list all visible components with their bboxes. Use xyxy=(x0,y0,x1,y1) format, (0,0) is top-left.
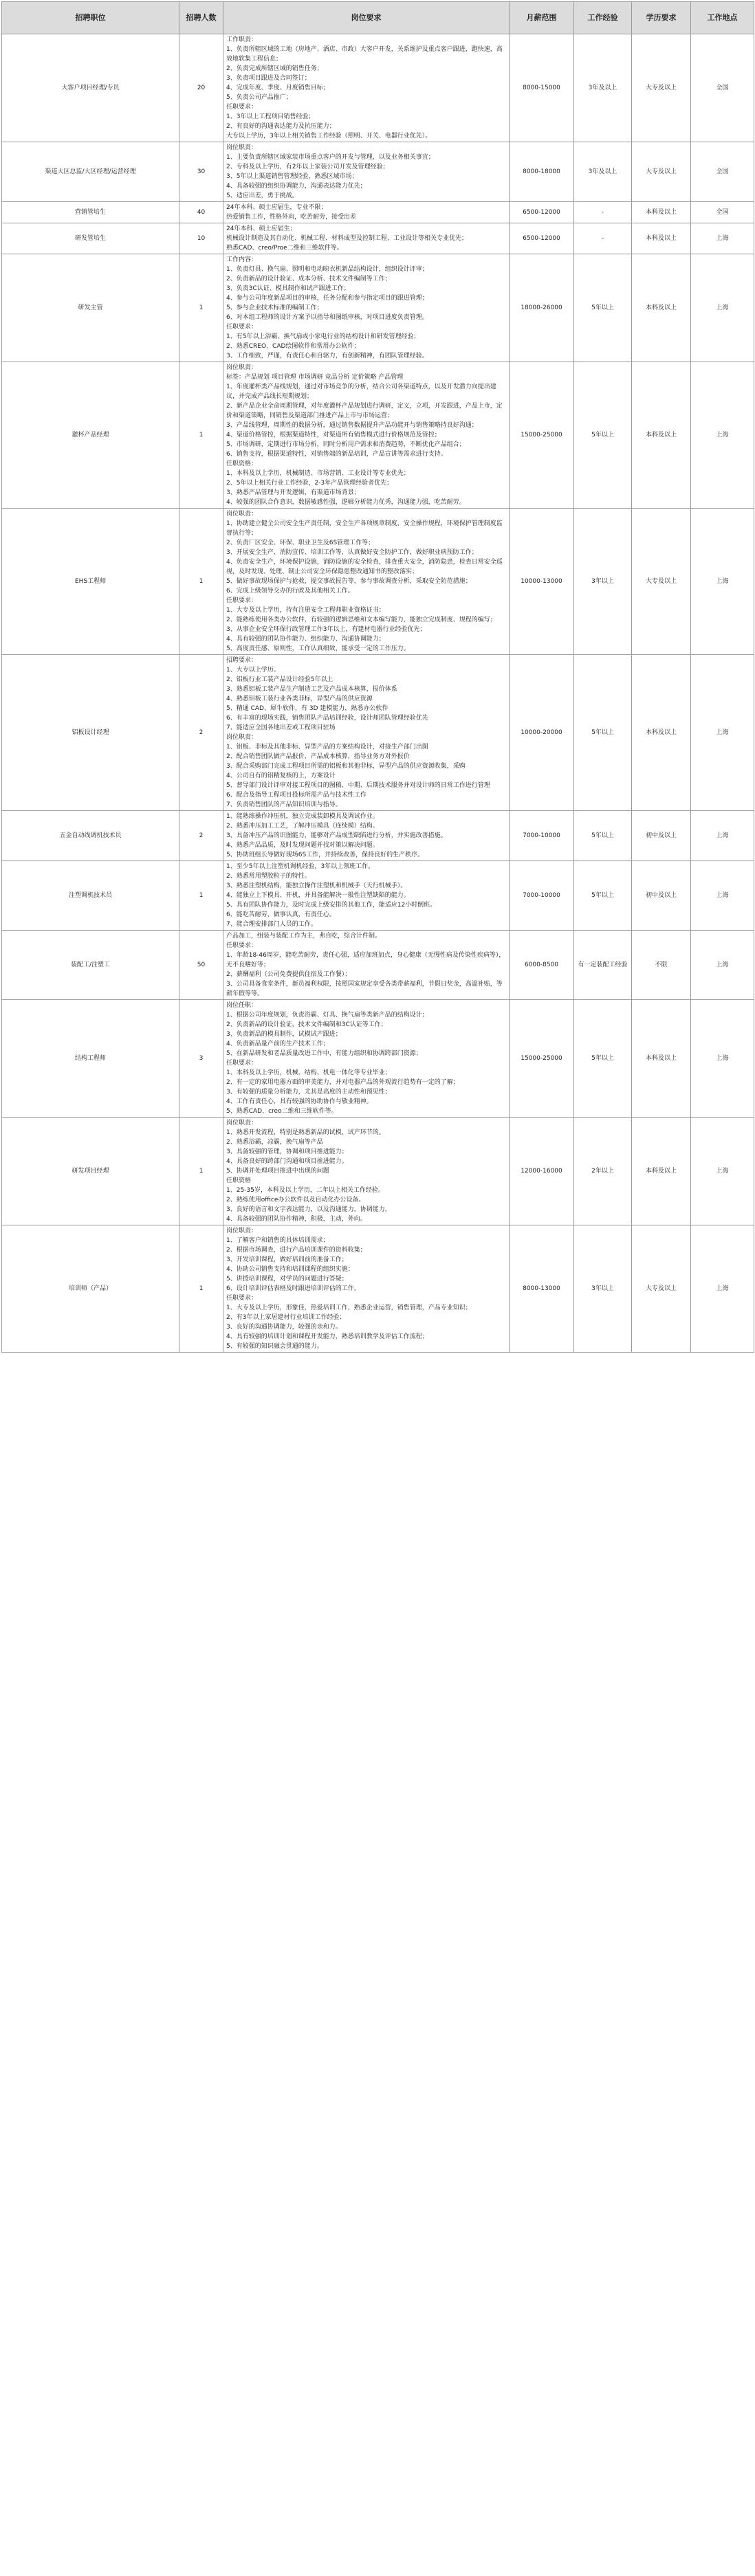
col-header-salary: 月薪范围 xyxy=(510,2,574,34)
table-row xyxy=(2,34,754,142)
job-title-cell: 五金自动线调机技术员 xyxy=(2,811,179,861)
experience-cell: - xyxy=(574,223,632,254)
experience-cell: 5年以上 xyxy=(574,254,632,362)
requirements-cell: 产品加工，组装与装配工作为主，弗自吃，综合计件制。 任职要求： 1、年龄18-46周岁，能吃苦耐劳，责任心强，适应加班加点，身心健康（无慢性病及传染性疾病等），无不良嗜好等； 2、薪酬福利（公司免费提供住宿及工作餐）； 3、公司具备食堂条件，新员福利权限，按照国家规定享受各类带薪福利，节假日奖金，高温补贴，等薪年假等等。 xyxy=(223,931,510,1000)
education-cell: 初中及以上 xyxy=(632,861,691,931)
salary-cell: 18000-26000 xyxy=(510,254,574,362)
education-cell: 不限 xyxy=(632,931,691,1000)
education-cell: 本科及以上 xyxy=(632,1118,691,1225)
salary-cell: 6500-12000 xyxy=(510,223,574,254)
salary-cell: 12000-16000 xyxy=(510,1118,574,1225)
job-title-cell: 结构工程师 xyxy=(2,1000,179,1118)
location-cell: 上海 xyxy=(691,655,754,811)
salary-cell: 6000-8500 xyxy=(510,931,574,1000)
location-cell: 上海 xyxy=(691,1000,754,1118)
col-header-location: 工作地点 xyxy=(691,2,754,34)
table-row xyxy=(2,142,754,202)
requirements-cell: 1、能熟练操作冲压机，独立完成装卸模具及调试作业。 2、熟悉冲压加工工艺，了解冲压模具（连续模）结构。 3、具备冲压产品的识图能力，能够对产品成型缺陷进行分析，并实施改善措施。 4、熟悉产品品质，及时发现问题并找对策以解决问题。 5、协助班组长导做好现场6S工作，并持续改善，保持良好的生产秩序。 xyxy=(223,811,510,861)
headcount-cell: 2 xyxy=(179,811,223,861)
salary-cell: 8000-13000 xyxy=(510,1225,574,1353)
table-row xyxy=(2,655,754,811)
headcount-cell: 1 xyxy=(179,861,223,931)
education-cell: 大专及以上 xyxy=(632,34,691,142)
job-title-cell: 装配工/注塑工 xyxy=(2,931,179,1000)
headcount-cell: 1 xyxy=(179,254,223,362)
headcount-cell: 50 xyxy=(179,931,223,1000)
experience-cell: 5年以上 xyxy=(574,861,632,931)
table-row xyxy=(2,1000,754,1118)
requirements-cell: 岗位职责： 1、熟悉开发流程，特别是熟悉新品的试模，试产环节的。 2、熟悉浴霸，凉霸，换气扇等产品 3、具备较强的管理，协调和项目推进能力； 4、具备良好的跨部门沟通和项目推进能力。 5、协调并处理项目推进中出现的问题 任职资格 1、25-35岁，本科及以上学历，二年以上相关工作经验。 2、熟练使用office办公软件以及自动化办公设备。 3、良好的语言和文字表达能力，以及沟通能力，协调能力， 4、具备较强的团队协作精神，积极，主动，外向。 xyxy=(223,1118,510,1225)
location-cell: 上海 xyxy=(691,509,754,655)
salary-cell: 6500-12000 xyxy=(510,202,574,223)
job-title-cell: 研发主管 xyxy=(2,254,179,362)
col-header-count: 招聘人数 xyxy=(179,2,223,34)
education-cell: 大专及以上 xyxy=(632,1225,691,1353)
experience-cell: 5年以上 xyxy=(574,811,632,861)
education-cell: 初中及以上 xyxy=(632,811,691,861)
salary-cell: 8000-15000 xyxy=(510,34,574,142)
requirements-cell: 岗位任职： 1、根据公司年度规划，负责浴霸、灯具、换气扇等类新产品的结构设计； 2、负责新品的设计验证，技术文件编制和3C认证等工作； 3、负责新品的模具制作，试模试产跟进； 4、负责新品量产前的生产技术工作； 5、在新品研发和老品质量改进工作中，有能力组织和协调跨部门资源； 任职要求： 1、本科及以上学历，机械、结构、机电一体化等专业毕业； 2、有一定的家用电器方面的审美能力，并对电器产品的外观流行趋势有一定的了解； 3、有较强的质量分析能力，尤其是高度的主动性和预见性； 4、工作有责任心，具有较强的协助协作与敬业精神。 5、熟悉CAD，creo二维和三维软件等。 xyxy=(223,1000,510,1118)
location-cell: 上海 xyxy=(691,931,754,1000)
headcount-cell: 2 xyxy=(179,655,223,811)
table-row xyxy=(2,931,754,1000)
education-cell: 本科及以上 xyxy=(632,223,691,254)
col-header-requirements: 岗位要求 xyxy=(223,2,510,34)
table-header-row xyxy=(2,2,754,34)
education-cell: 大专及以上 xyxy=(632,142,691,202)
col-header-experience: 工作经验 xyxy=(574,2,632,34)
job-title-cell: 渠道大区总监/大区经理/运营经理 xyxy=(2,142,179,202)
table-row xyxy=(2,811,754,861)
headcount-cell: 10 xyxy=(179,223,223,254)
job-title-cell: 研发项目经理 xyxy=(2,1118,179,1225)
salary-cell: 7000-10000 xyxy=(510,811,574,861)
location-cell: 上海 xyxy=(691,362,754,509)
table-row xyxy=(2,509,754,655)
table-row xyxy=(2,1225,754,1353)
education-cell: 本科及以上 xyxy=(632,202,691,223)
headcount-cell: 1 xyxy=(179,1118,223,1225)
job-title-cell: 铝板设计经理 xyxy=(2,655,179,811)
table-row xyxy=(2,1118,754,1225)
location-cell: 上海 xyxy=(691,811,754,861)
table-row xyxy=(2,254,754,362)
education-cell: 大专及以上 xyxy=(632,509,691,655)
col-header-education: 学历要求 xyxy=(632,2,691,34)
location-cell: 上海 xyxy=(691,254,754,362)
job-title-cell: 注塑调机技术员 xyxy=(2,861,179,931)
salary-cell: 7000-10000 xyxy=(510,861,574,931)
experience-cell: 2年以上 xyxy=(574,1118,632,1225)
requirements-cell: 岗位职责： 1、了解客户和销售的具体培训需求； 2、根据市场调查，进行产品培训课件的资料收集； 3、开发培训课程，做好培训前的准备工作； 4、协助公司销售支持和培训课程的组织实施； 5、讲授培训课程，对学员的问题进行答疑； 6、设计培训评估表格及时跟进培训评估的工作， 任职要求： 1、大专及以上学历，形象佳，热爱培训工作，熟悉企业运营，销售管理，产品专业知识； 2、有3年以上家居建材行业培训工作经验； 3、良好的沟通协调能力，较强的亲和力。 4、具有较强的培训计划和课程开发能力，熟悉培训教学及评估工作流程； 5、有较强的知识融会贯通的能力。 xyxy=(223,1225,510,1353)
table-row xyxy=(2,861,754,931)
requirements-cell: 工作职责： 1、负责所辖区域的工地（房地产、酒店、市政）大客户开发，关系维护及重点客户跟进，跑快速，高效地软集工程信息； 2、负责完成所辖区域的销售任务； 3、负责项目跟进及合同签订； 4、完成年度、季度、月度销售目标； 5、负责公司产品推广； 任职要求： 1、3年以上工程项目销售经验； 2、有良好的沟通表达能力及抗压能力； 大专以上学历，3年以上相关销售工作经验（照明、开关、电器行业优先）。 xyxy=(223,34,510,142)
experience-cell: 5年以上 xyxy=(574,362,632,509)
experience-cell: 5年以上 xyxy=(574,655,632,811)
headcount-cell: 1 xyxy=(179,1225,223,1353)
table-row xyxy=(2,223,754,254)
requirements-cell: 岗位职责： 1、主要负责所辖区域家装市场重点客户的开发与管理，以及业务相关事宜； 2、专科及以上学历，有2年以上家装公司开发及管理经验； 3、5年以上渠道销售管理经验，熟悉区域市场； 4、具备较强的组织协调能力，沟通表达能力优先； 5、适应出差，勇于挑战。 xyxy=(223,142,510,202)
job-title-cell: 培训师（产品） xyxy=(2,1225,179,1353)
location-cell: 上海 xyxy=(691,861,754,931)
requirements-cell: 岗位职责： 标签：产品规划 项目管理 市场调研 竞品分析 定价策略 产品管理 1、年度灌杯类产品线规划，通过对市场竞争的分析，结合公司各渠道特点，以及开发潜力向提出建议，并完成产品线长短期规划； 2、新产品企业全命周期管理，对年度灌杯产品规划进行调研，定义，立项，开发跟进，产品上市，定价和渠道策略，同销售及渠道部门推进产品上市与市场运营； 3、产品线管理，周期性的数据分析，通过销售数据提升产品功能开与销售策略持良好沟通； 4、渠道价格管控，根据渠道特性，对渠道所有销售模式进行价格规范及管控； 5、市场调研，定期进行市场分析，同时分析用户需求和消费趋势，不断优化产品组合； 6、销售支持，根据渠道特性，对销售端的新品培训，产品宣讲等需求进行支持。 任职资格： 1、本科及以上学历，机械制造、市场营销、工业设计等专业优先； 2、5年以上相关行业工作经验，2-3年产品管理经验者优先； 3、熟悉产品管理与开发逻辑，有渠道市场背景； 4、较强的团队合作意识，数据敏感性强，逻辑分析能力优秀，沟通能力强，吃苦耐劳。 xyxy=(223,362,510,509)
experience-cell: - xyxy=(574,202,632,223)
requirements-cell: 1、至少5年以上注塑机调机经验，3年以上领班工作。 2、熟悉常用塑胶粒子的特性。 3、熟悉注塑机结构，能独立操作注塑机和机械手（天行机械手）。 4、能独立上下模具、开机，并具备能解决一般性注塑缺陷的能力。 5、具有团队协作能力，及时完成上级安排的其他工作，能适应12小时倒班。 6、能吃苦耐劳，做事认真，有责任心。 7、能合理安排部门人员的工作。 xyxy=(223,861,510,931)
requirements-cell: 岗位职责： 1、协助建立健全公司安全生产责任制，安全生产各项规章制度，安全操作规程，环境保护管理制度监督执行等； 2、负责厂区安全、环保、职业卫生及6S管理工作等； 3、开展安全生产、消防宣传、培训工作等，认真做好安全防护工作，做好职业病预防工作； 4、负责安全生产，环境保护设施，消防设施的安全检查，排查重大安全，消防隐患，检查日常安全巡视，及时发现、处理、制止公司安全环保隐患整改通知书的整改落实； 5、做好事故现场保护与抢救，提交事故报告等，参与事故调查分析，采取安全防范措施； 6、完成上级领导交办的行政及其他相关工作。 任职要求： 1、大专及以上学历，持有注册安全工程师职业资格证书； 2、能熟练使用各类办公软件，有较强的逻辑思维和文本编写能力，能独立完成制度、规程的编写； 3、从事企业安全环保行政管理工作3年以上，有建材电器行业经验优先； 4、具有较强的团队协作能力、组织能力、沟通协调能力； 5、高度责任感、原则性，工作认真细致，能承受一定的工作压力。 xyxy=(223,509,510,655)
headcount-cell: 1 xyxy=(179,509,223,655)
requirements-cell: 工作内容： 1、负责灯具、换气扇、照明和电动晾衣机新品结构设计，组织设计评审； 2、负责新品的设计验证、成本分析、技术文件编制等工作； 3、负责3C认证、模具制作和试产跟进工作； 4、参与公司年度新品项目的审核，任务分配和参与指定项目的跟进管理； 5、参与企业技术标准的编制工作； 6、对本组工程师的设计方案予以指导和图纸审核，对项目进度负责管理。 任职要求： 1、有5年以上浴霸、换气扇或小家电行业的结构设计和研发管理经验； 2、熟悉CREO、CAD绘图软件和常用办公软件； 3、工作细致，严谨，有责任心和自驱力，有创新精神，有团队管理经验。 xyxy=(223,254,510,362)
education-cell: 本科及以上 xyxy=(632,254,691,362)
table-row xyxy=(2,362,754,509)
experience-cell: 5年以上 xyxy=(574,1000,632,1118)
requirements-cell: 24年本科、硕士应届生，专业不限； 热爱销售工作，性格外向，吃苦耐劳，接受出差 xyxy=(223,202,510,223)
job-title-cell: 灌杯产品经理 xyxy=(2,362,179,509)
location-cell: 全国 xyxy=(691,202,754,223)
headcount-cell: 30 xyxy=(179,142,223,202)
education-cell: 本科及以上 xyxy=(632,362,691,509)
headcount-cell: 3 xyxy=(179,1000,223,1118)
job-title-cell: 研发管培生 xyxy=(2,223,179,254)
job-title-cell: 大客户项目经理/专员 xyxy=(2,34,179,142)
col-header-title: 招聘职位 xyxy=(2,2,179,34)
salary-cell: 10000-13000 xyxy=(510,509,574,655)
education-cell: 本科及以上 xyxy=(632,655,691,811)
experience-cell: 3年以上 xyxy=(574,1225,632,1353)
salary-cell: 15000-25000 xyxy=(510,362,574,509)
salary-cell: 15000-25000 xyxy=(510,1000,574,1118)
experience-cell: 3年及以上 xyxy=(574,34,632,142)
experience-cell: 3年及以上 xyxy=(574,142,632,202)
education-cell: 本科及以上 xyxy=(632,1000,691,1118)
experience-cell: 3年以上 xyxy=(574,509,632,655)
job-title-cell: 营销管培生 xyxy=(2,202,179,223)
headcount-cell: 40 xyxy=(179,202,223,223)
headcount-cell: 20 xyxy=(179,34,223,142)
experience-cell: 有一定装配工经验 xyxy=(574,931,632,1000)
salary-cell: 8000-18000 xyxy=(510,142,574,202)
location-cell: 上海 xyxy=(691,1118,754,1225)
requirements-cell: 招聘要求： 1、大专以上学历。 2、铝板行业工装产品设计经验5年以上 3、熟悉铝板工装产品生产制造工艺及产品成本核算，报价体系 4、熟悉铝板工装行业各类非标，异型产品的供应资源 5、精通 CAD、犀牛软件，有 3D 建模能力，熟悉办公软件 6、有丰富的现场实践，销售团队产品培训经验，设计师团队管理经验优先 7、能适应全国各地出差或工程项目驻场 岗位职责： 1、铝板、非标及其他非标、异型产品的方案结构设计，对接生产部门出图 2、配合销售团队做产品报价，产品成本核算，指导业务方对外报价 3、配合采购部门完成工程项目所需的铝板和其他非标，异型产品的供应资源收集，采购 4、公司自有的铝精复核的上，方案设计 5、督导部门设计评审对接工程项目的图稿、中期、后期技术服务并对设计师的日常工作进行管理 6、配合及指导工程项目投标所需产品与技术性工作 7、负责销售团队的产品知识培训与指导。 xyxy=(223,655,510,811)
headcount-cell: 1 xyxy=(179,362,223,509)
salary-cell: 10000-20000 xyxy=(510,655,574,811)
job-table xyxy=(1,1,754,1353)
location-cell: 上海 xyxy=(691,223,754,254)
job-title-cell: EHS工程师 xyxy=(2,509,179,655)
location-cell: 全国 xyxy=(691,142,754,202)
table-row xyxy=(2,202,754,223)
location-cell: 全国 xyxy=(691,34,754,142)
location-cell: 上海 xyxy=(691,1225,754,1353)
requirements-cell: 24年本科、硕士应届生； 机械设计制造及其自动化、机械工程、材料成型及控制工程、工业设计等相关专业优先； 熟悉CAD、creo/Proe二维和三维软件等。 xyxy=(223,223,510,254)
